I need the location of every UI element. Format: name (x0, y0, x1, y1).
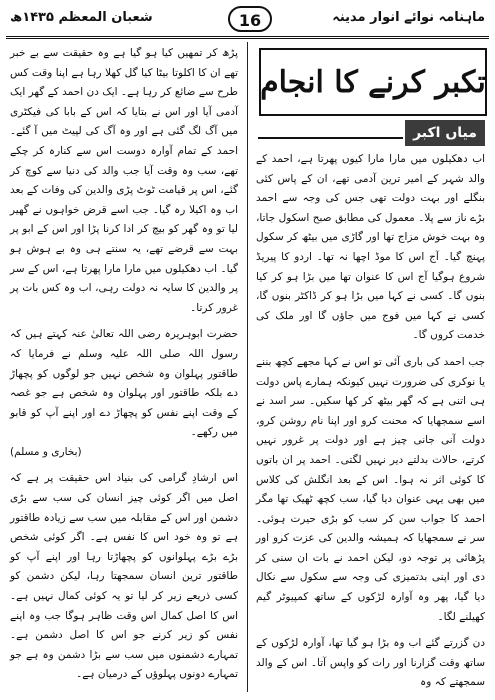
hadith-paragraph: حضرت ابوہریرہ رضی اللہ تعالیٰ عنہ کہتے ہیں کہ رسول اللہ صلی اللہ علیہ وسلم نے فرمایا کہ طاقتور پہلوان وہ شخص نہیں جو لوگوں کو پچھاڑ دے بلکہ طاقتور اور پہلوان وہ شخص ہے جو غصہ کے وقت اپنے نفس کو پچھاڑ دے اور اپنے آپ کو قابو میں رکھے۔ (10, 328, 238, 439)
right-paragraph-3: دن گزرتے گئے اب وہ بڑا ہو گیا تھا، آوارہ لڑکوں کے ساتھ وقت گزارنا اور رات کو واپس آتا۔ اس کے والد سمجھتے کہ وہ (256, 637, 485, 689)
header-rule (6, 36, 489, 39)
left-paragraph-1: پڑھ کر تمھیں کیا ہو گیا ہے وہ حقیقت سے بے خبر تھے ان کا اکلوتا بیٹا کیا گل کھلا رہا ہے اپنا وقت کس طرح سے ضائع کر رہا ہے۔ ایک دن احمد کے گھر ایک آدمی آیا اور اس نے بتایا کہ اس کے بابا کی فیکٹری میں آگ لگ گئی ہے اور وہ آگ کی لپیٹ میں آ گئے۔ احمد کے تمام آوارہ دوست اس سے کنارہ کر چکے تھے، سب وہ وقت آیا جب والد کی دنیا سے کوچ کر گئے، اس پر قیامت ٹوٹ پڑی والدین کی وفات کے بعد اب وہ اکیلا رہ گیا۔ جب اسے قرض خواہوں نے گھیر لیا تو وہ گھر کو بیچ کر ادا کرنا پڑا اور اس کے ابو پر بہت سے قرضے تھے، یہ سنتے ہی وہ بے ہوش ہو گیا۔ اب دھکیلوں میں مارا مارا پھرتا ہے، اس کے سر پر والدین کا سایہ نہ دولت رہی، اب وہ کس بات پر غرور کرتا۔ (10, 47, 238, 314)
author-badge: میاں اکبر (405, 120, 485, 146)
right-column (256, 150, 485, 693)
left-column (10, 44, 238, 685)
page-number: 16 (228, 6, 272, 32)
article-title-box (259, 48, 487, 116)
page-header (6, 6, 489, 34)
author-rule (258, 137, 403, 139)
left-paragraph-3: اس ارشادِ گرامی کی بنیاد اس حقیقت پر ہے کہ اصل میں اگر کوئی چیز انسان کی سب سے بڑی دشمن اور اس کے مقابلہ میں سب سے زیادہ طاقتور ہے تو وہ خود اس کا نفس ہے۔ اگر کوئی شخص بڑے بڑے پہلوانوں کو پچھاڑتا رہا اور اپنے آپ کو طاقتور ترین انسان سمجھتا رہا، لیکن دشمن کو کسی ذریعے زیر کر لیا تو یہ کوئی کمال نہیں ہے۔ اس کا اصل کمال اس وقت ظاہر ہوگا جب وہ اپنے نفس کو زیر کرنے جو اس کا اصل دشمن ہے۔ تمہارے دشمنوں میں سب سے بڑا دشمن وہ ہے جو تمہارے دونوں پہلوؤں کے درمیان ہے۔ (10, 472, 238, 681)
column-divider (247, 42, 248, 692)
right-paragraph-2: جب احمد کی باری آئی تو اس نے کہا مجھے کچھ بننے یا نوکری کی ضرورت نہیں کیونکہ ہمارے پاس دولت ہی اتنی ہے کہ گھر بیٹھ کر کھا سکیں۔ سر اسد نے اسے سمجھایا کہ محنت کرو اور اپنا نام روشن کرو، دولت آنی جانی چیز ہے اور دولت پر غرور نہیں کرتے، حالات بدلتے دیر نہیں لگتی۔ احمد پر ان باتوں کا کوئی اثر نہ ہوا۔ اس کے بعد انگلش کی کلاس میں بھی یہی عنوان دیا گیا، سب کچھ ٹھیک تھا مگر احمد کا جواب سن کر سب کو بڑی حیرت ہوئی۔ سر نے سمجھایا کہ ہمیشہ والدین کی عزت کرو اور پڑھائی پر توجہ دو، لیکن احمد نے بات ان سنی کر دی اور اپنی بدتمیزی کی وجہ سے سکول سے نکال دیا گیا، پھر وہ آوارہ لڑکوں کے ساتھ کمپیوٹر گیم کھیلنے لگا۔ (256, 355, 485, 623)
right-paragraph-1: اب دھکیلوں میں مارا مارا کیوں پھرتا ہے، احمد کے والد شہر کے امیر ترین آدمی تھے، ان کے پاس کئی بنگلے اور بہت دولت تھی جس کی وجہ سے احمد بڑے ناز سے پلا۔ معمول کی مطابق صبح اسکول جاتا، وہ بہت خوش مزاج تھا اور گاڑی میں بیٹھ کر سکول پہنچ گیا۔ آج اس کا موڈ اچھا نہ تھا۔ اردو کا پیریڈ شروع ہوگیا آج اس کا عنوان تھا میں بڑا ہو کر کیا بنوں گا۔ کسی نے کہا میں بڑا ہو کر ڈاکٹر بنوں گا، کسی نے کہا میں فوج میں جاؤں گا اور ملک کی خدمت کروں گا۔ (256, 153, 485, 342)
hadith-reference: (بخاری و مسلم) (10, 445, 82, 458)
article-title: تکبر کرنے کا انجام (260, 64, 486, 100)
issue-date: شعبان المعظم ۱۴۳۵ھ (10, 10, 153, 25)
magazine-name: ماہنامہ نوائے انوار مدینہ (332, 10, 485, 25)
